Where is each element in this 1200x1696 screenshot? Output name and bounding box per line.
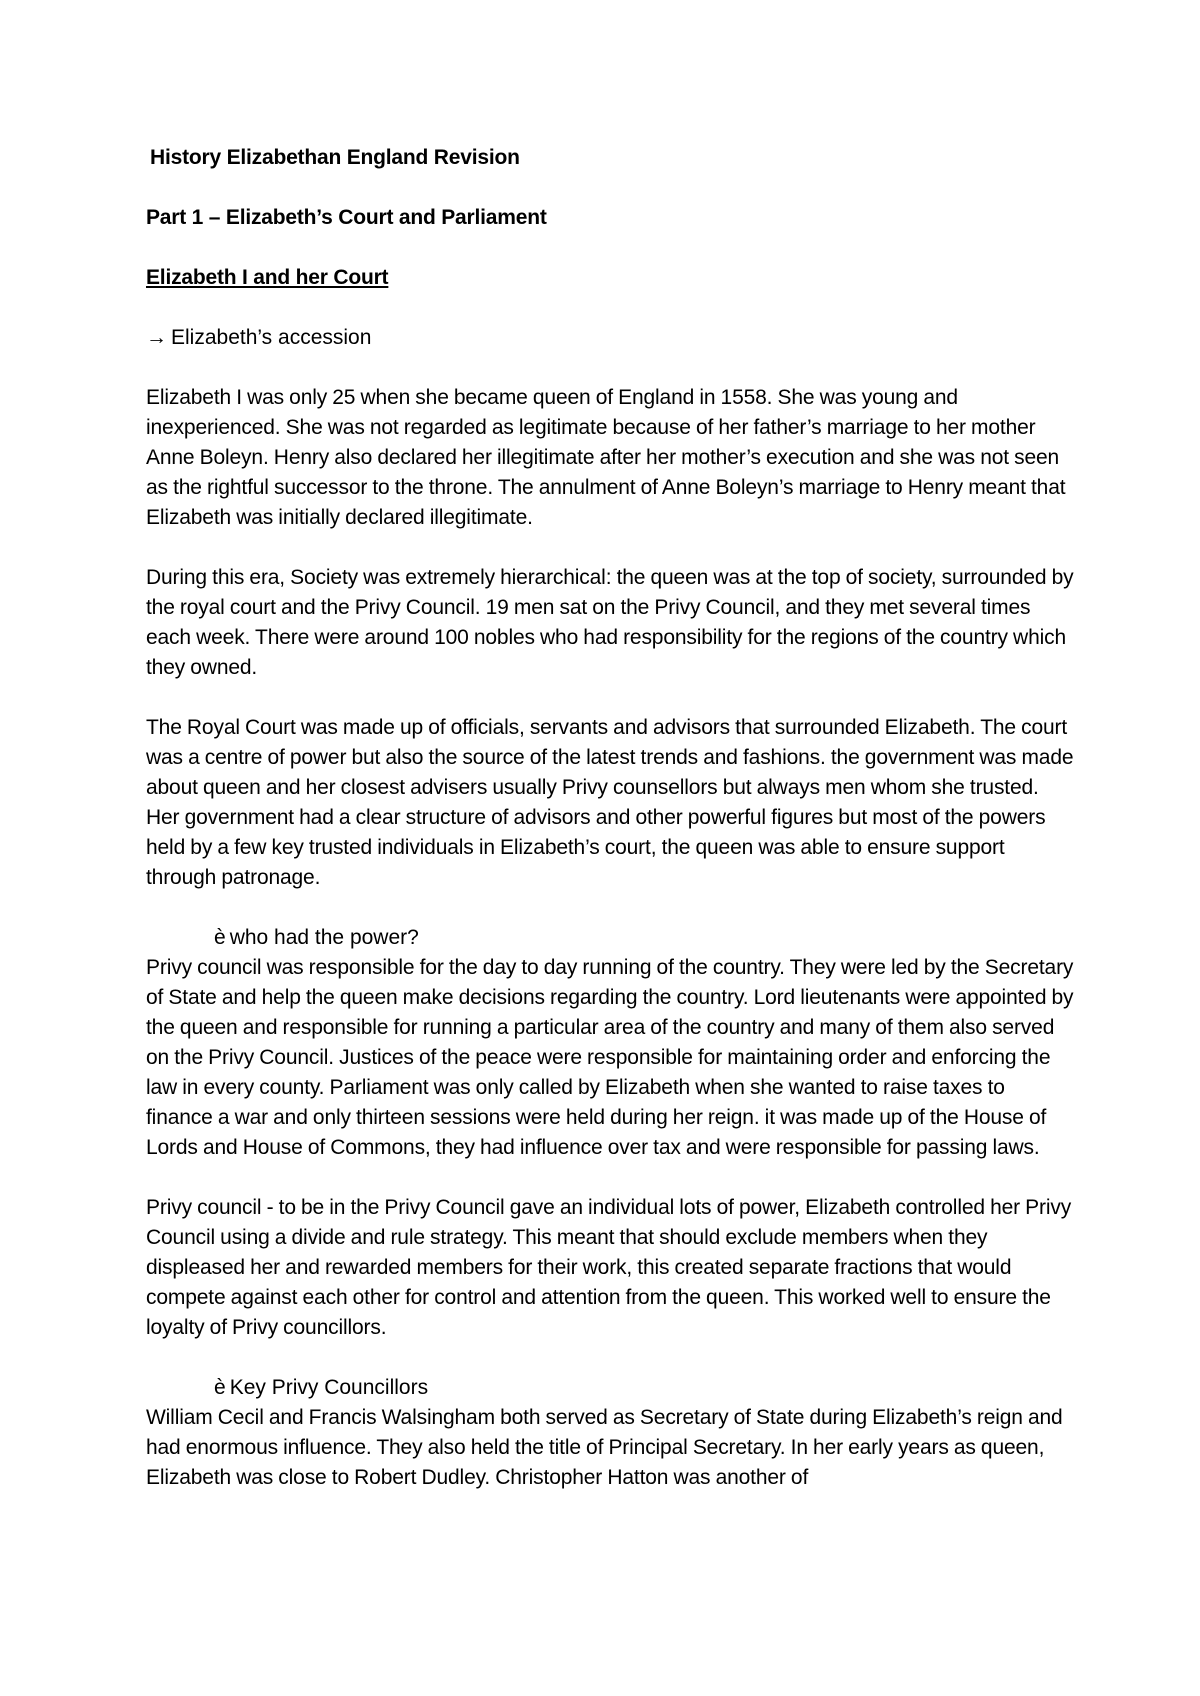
- paragraph-power: Privy council was responsible for the day to day running of the country. They were led by the Secretary of State and help the queen make decisions regarding the country. Lord lieutenants were appointed by the queen and responsible for running a particular area of the country and many of them also served on the Privy Council. Justices of the peace were responsible for maintaining order and enforcing the law in every county. Parliament was only called by Elizabeth when she wanted to raise taxes to finance a war and only thirteen sessions were held during her reign. it was made up of the House of Lords and House of Commons, they had influence over tax and were responsible for passing laws.: [146, 956, 1074, 1159]
- paragraph-hierarchy: During this era, Society was extremely hierarchical: the queen was at the top of society, surrounded by the royal court and the Privy Council. 19 men sat on the Privy Council, and they met several times each week. There were around 100 nobles who had responsibility for the regions of the country which they owned.: [146, 566, 1074, 679]
- accession-heading-text: Elizabeth’s accession: [171, 326, 372, 349]
- section-heading: Elizabeth I and her Court: [146, 266, 389, 289]
- power-heading-text: who had the power?: [229, 926, 419, 949]
- part-heading: Part 1 – Elizabeth’s Court and Parliament: [146, 206, 547, 229]
- key-councillors-heading: [146, 1373, 1076, 1403]
- paragraph-privy-council: Privy council - to be in the Privy Council gave an individual lots of power, Elizabeth controlled her Privy Council using a divide and rule strategy. This meant that should exclude members when they displeased her and rewarded members for their work, this created separate fractions that would compete against each other for control and attention from the queen. This worked well to ensure the loyalty of Privy councillors.: [146, 1196, 1072, 1339]
- key-councillors-heading-text: Key Privy Councillors: [229, 1376, 429, 1399]
- paragraph-accession: Elizabeth I was only 25 when she became queen of England in 1558. She was young and inexperienced. She was not regarded as legitimate because of her father’s marriage to her mother Anne Boleyn. Henry also declared her illegitimate after her mother’s execution and she was not seen as the rightful successor to the throne. The annulment of Anne Boleyn’s marriage to Henry meant that Elizabeth was initially declared illegitimate.: [146, 386, 1066, 529]
- bullet-glyph: è: [214, 1376, 226, 1399]
- accession-heading: [146, 323, 1076, 353]
- bullet-glyph: è: [214, 926, 226, 949]
- power-heading: [146, 923, 1076, 953]
- document-page: [146, 143, 1076, 1523]
- document-title: History Elizabethan England Revision: [150, 146, 520, 169]
- paragraph-royal-court: The Royal Court was made up of officials, servants and advisors that surrounded Elizabeth. The court was a centre of power but also the source of the latest trends and fashions. the government was made about queen and her closest advisers usually Privy counsellors but always men whom she trusted. Her government had a clear structure of advisors and other powerful figures but most of the powers held by a few key trusted individuals in Elizabeth’s court, the queen was able to ensure support through patronage.: [146, 716, 1074, 889]
- right-arrow-icon: →: [146, 326, 167, 349]
- paragraph-key-councillors: William Cecil and Francis Walsingham both served as Secretary of State during Elizabeth’s reign and had enormous influence. They also held the title of Principal Secretary. In her early years as queen, Elizabeth was close to Robert Dudley. Christopher Hatton was another of: [146, 1406, 1063, 1489]
